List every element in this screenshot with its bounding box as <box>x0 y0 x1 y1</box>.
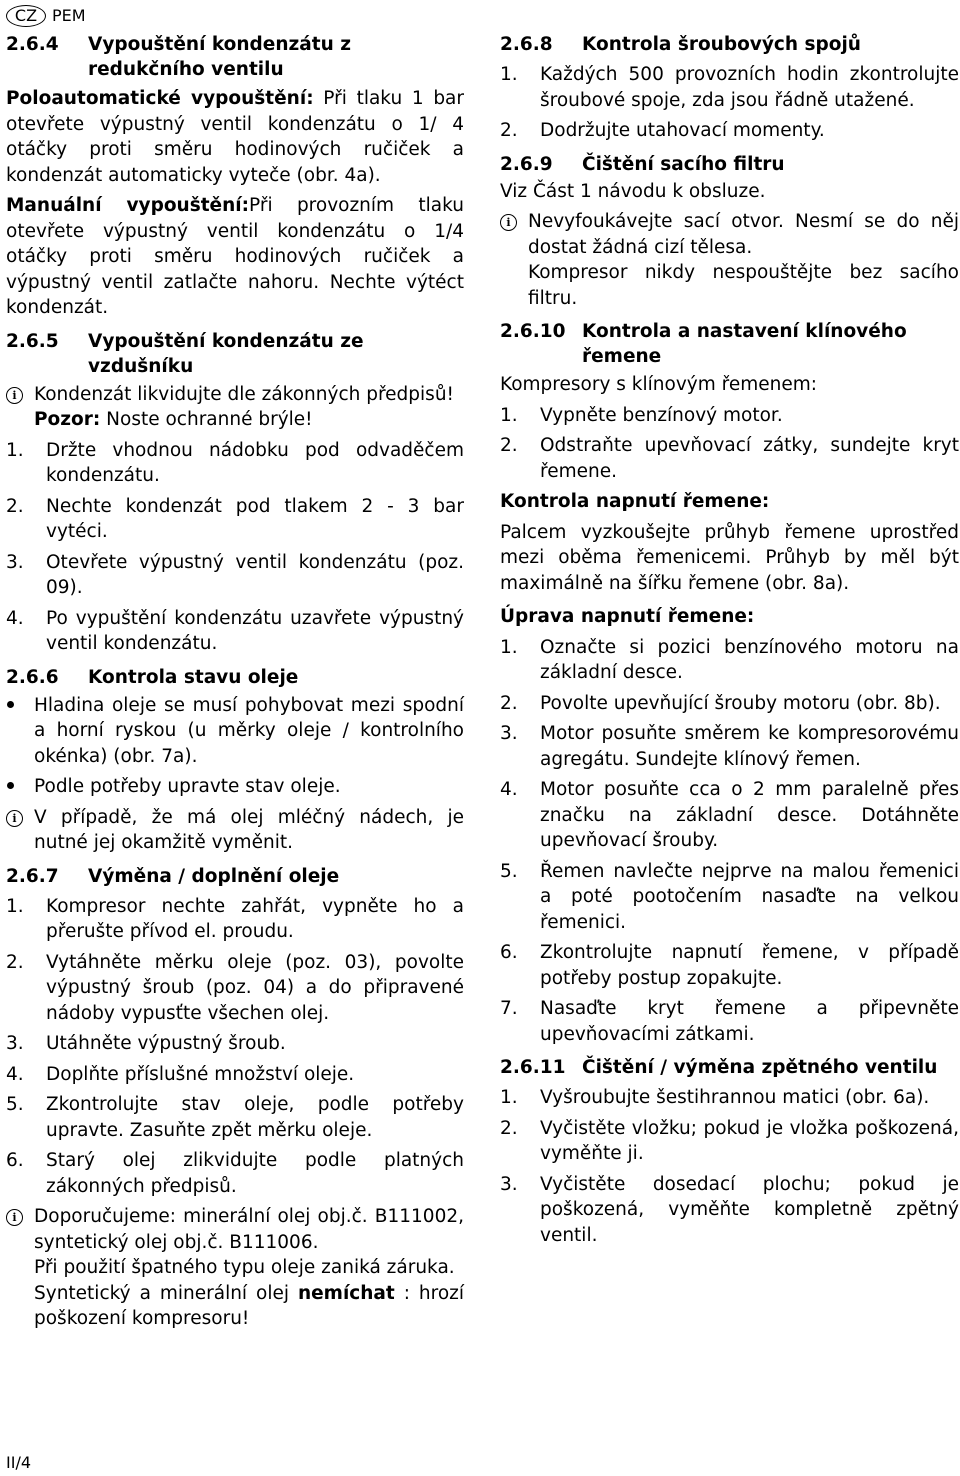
page-number: II/4 <box>6 1453 32 1472</box>
section-number: 2.6.10 <box>500 321 566 342</box>
list-item <box>6 1031 464 1057</box>
step-number: 3. <box>6 1033 24 1054</box>
section-heading-2-6-5 <box>6 329 464 379</box>
step-text: Označte si pozici benzínového motoru na základní desce. <box>540 636 959 683</box>
step-number: 5. <box>6 1094 24 1115</box>
info-text: Nevyfoukávejte sací otvor. Nesmí se do něj dostat žádná cizí tělesa. <box>528 211 959 258</box>
info-icon: i <box>6 810 23 827</box>
steps-list-2-6-8 <box>500 62 959 144</box>
step-number: 1. <box>6 439 24 461</box>
step-text: Dodržujte utahovací momenty. <box>540 120 825 141</box>
list-item <box>6 1062 464 1088</box>
section-heading-2-6-10 <box>500 319 959 369</box>
step-number: 5. <box>500 860 518 882</box>
step-number: 1. <box>6 895 24 917</box>
step-number: 4. <box>6 1063 24 1085</box>
section-heading-2-6-11 <box>500 1055 959 1080</box>
section-number: 2.6.9 <box>500 153 553 175</box>
section-title: Čištění sacího filtru <box>582 153 785 175</box>
step-text: Utáhněte výpustný šroub. <box>46 1033 286 1054</box>
section-number: 2.6.11 <box>500 1057 566 1078</box>
list-item <box>500 777 959 854</box>
step-text: Zkontrolujte napnutí řemene, v případě potřeby postup zopakujte. <box>540 942 959 989</box>
section-heading-2-6-4 <box>6 32 464 82</box>
belt-compressors-intro: Kompresory s klínovým řemenem: <box>500 374 817 395</box>
step-text: Odstraňte upevňovací zátky, sundejte kryt řemene. <box>540 435 959 482</box>
bullet-text: Hladina oleje se musí pohybovat mezi spodní a horní ryskou (u měrky oleje / kontrolního okénka) (obr. 7a). <box>34 694 464 767</box>
warning-text: Noste ochranné brýle! <box>100 409 313 430</box>
section-heading-2-6-8 <box>500 32 959 57</box>
section-number: 2.6.7 <box>6 865 59 887</box>
list-item <box>500 62 959 113</box>
oil-warranty-note: Při použití špatného typu oleje zaniká záruka. <box>34 1257 455 1278</box>
tension-check-label: Kontrola napnutí řemene: <box>500 491 770 512</box>
info-icon: i <box>6 1209 23 1226</box>
warning-note <box>6 407 464 433</box>
step-number: 3. <box>500 723 518 744</box>
tension-check-text: Palcem vyzkoušejte průhyb řemene uprostřed mezi oběma řemenicemi. Průhyb by měl být maximálně na šířku řemene (obr. 8a). <box>500 521 959 594</box>
info-text: Kompresor nikdy nespouštějte bez sacího filtru. <box>528 262 959 309</box>
left-column <box>6 32 464 1332</box>
info-note <box>500 209 959 311</box>
step-number: 2. <box>500 692 518 714</box>
oil-mixing-warning: Syntetický a minerální olej nemíchat : hrozí poškození kompresoru! <box>34 1282 464 1329</box>
step-number: 1. <box>500 636 518 658</box>
step-number: 2. <box>500 1117 518 1139</box>
list-item <box>6 550 464 601</box>
bullet-item <box>6 774 464 800</box>
step-number: 2. <box>500 435 518 456</box>
step-number: 1. <box>500 1087 518 1108</box>
list-item <box>500 859 959 936</box>
list-item <box>6 1092 464 1143</box>
step-number: 4. <box>6 607 24 629</box>
list-item <box>500 1085 959 1111</box>
info-note <box>6 382 464 408</box>
info-text: V případě, že má olej mléčný nádech, je nutné jej okamžitě vyměnit. <box>34 806 464 853</box>
step-number: 4. <box>500 779 518 800</box>
steps-list-2-6-5 <box>6 438 464 657</box>
semi-auto-paragraph <box>6 86 464 188</box>
steps-list-2-6-11 <box>500 1085 959 1248</box>
section-title: Výměna / doplnění oleje <box>88 865 340 887</box>
list-item <box>500 118 959 144</box>
info-note <box>6 805 464 856</box>
semi-auto-label: Poloautomatické vypouštění: <box>6 88 314 109</box>
manual-label: Manuální vypouštění: <box>6 195 250 216</box>
info-icon: i <box>500 214 517 231</box>
section-title: Kontrola a nastavení klínového řemene <box>582 321 907 367</box>
language-badge: CZ <box>6 5 46 27</box>
manual-paragraph <box>6 193 464 321</box>
list-item <box>500 403 959 429</box>
warning-label: Pozor: <box>34 409 101 430</box>
section-title: Vypouštění kondenzátu ze vzdušníku <box>88 330 364 377</box>
step-text: Kompresor nechte zahřát, vypněte ho a přerušte přívod el. proudu. <box>46 895 464 942</box>
list-item <box>500 1172 959 1249</box>
section-title: Kontrola šroubových spojů <box>582 34 861 55</box>
step-text: Povolte upevňující šrouby motoru (obr. 8b). <box>540 692 941 714</box>
bullet-text: Podle potřeby upravte stav oleje. <box>34 776 341 797</box>
step-text: Motor posuňte směrem ke kompresorovému agregátu. Sundejte klínový řemen. <box>540 723 959 770</box>
step-text: Každých 500 provozních hodin zkontrolujte šroubové spoje, zda jsou řádně utažené. <box>540 64 959 111</box>
section-heading-2-6-9 <box>500 152 959 177</box>
step-text: Starý olej zlikvidujte podle platných zákonných předpisů. <box>46 1150 464 1197</box>
section-heading-2-6-6 <box>6 665 464 690</box>
step-text: Držte vhodnou nádobku pod odvaděčem kondenzátu. <box>46 439 464 486</box>
section-title: Čištění / výměna zpětného ventilu <box>582 1057 938 1078</box>
step-text: Po vypuštění kondenzátu uzavřete výpustný ventil kondenzátu. <box>46 607 464 654</box>
step-text: Vyšroubujte šestihrannou matici (obr. 6a). <box>540 1087 930 1108</box>
list-item <box>500 635 959 686</box>
step-text: Doplňte příslušné množství oleje. <box>46 1063 355 1085</box>
info-note <box>6 1204 464 1332</box>
manual-text: Při provozním tlaku otevřete výpustný ventil kondenzátu o 1/4 otáčky proti směru hodinových ručiček a výpustný ventil zatlačte nahoru. Nechte výtéct kondenzát. <box>6 195 464 318</box>
step-number: 2. <box>6 951 24 973</box>
step-number: 6. <box>6 1150 24 1171</box>
list-item <box>500 433 959 484</box>
step-number: 1. <box>500 64 518 85</box>
right-column <box>500 32 959 1248</box>
step-text: Nasaďte kryt řemene a připevněte upevňovacími zátkami. <box>540 998 959 1045</box>
list-item <box>6 1148 464 1199</box>
list-item <box>500 691 959 717</box>
step-text: Vyčistěte vložku; pokud je vložka poškozená, vyměňte ji. <box>540 1117 959 1164</box>
step-text: Vytáhněte měrku oleje (poz. 03), povolte výpustný šroub (poz. 04) a do připravené nádoby vypusťte všechen olej. <box>46 951 464 1024</box>
bullet-item <box>6 693 464 770</box>
brand-label: PEM <box>52 6 86 26</box>
step-number: 2. <box>6 495 24 517</box>
list-item <box>6 438 464 489</box>
info-icon: i <box>6 387 23 404</box>
oil-recommendation: Doporučujeme: minerální olej obj.č. B111002, syntetický olej obj.č. B111006. <box>34 1206 464 1253</box>
list-item <box>500 996 959 1047</box>
steps-list-tension-adjust <box>500 635 959 1048</box>
section-number: 2.6.4 <box>6 34 59 55</box>
page-header <box>6 3 86 29</box>
section-heading-2-6-7 <box>6 864 464 889</box>
section-number: 2.6.8 <box>500 34 553 55</box>
section-title: Kontrola stavu oleje <box>88 666 299 688</box>
semi-auto-text: Při tlaku 1 bar otevřete výpustný ventil kondenzátu o 1/ 4 otáčky proti směru hodinových ručiček a kondenzát automaticky vyteče (obr. 4a). <box>6 88 465 186</box>
step-text: Otevřete výpustný ventil kondenzátu (poz. 09). <box>46 551 464 598</box>
list-item <box>6 494 464 545</box>
info-text: Kondenzát likvidujte dle zákonných předpisů! <box>34 383 454 405</box>
step-text: Nechte kondenzát pod tlakem 2 - 3 bar vytéci. <box>46 495 464 542</box>
list-item <box>6 950 464 1027</box>
step-text: Vypněte benzínový motor. <box>540 404 783 426</box>
step-number: 2. <box>500 120 518 141</box>
step-text: Řemen navlečte nejprve na malou řemenici a poté pootočením nasaďte na velkou řemenici. <box>540 860 959 933</box>
steps-list-2-6-7 <box>6 894 464 1200</box>
section-number: 2.6.5 <box>6 330 59 352</box>
step-number: 3. <box>500 1173 518 1195</box>
list-item <box>500 940 959 991</box>
step-number: 1. <box>500 404 518 426</box>
list-item <box>500 1116 959 1167</box>
steps-list-2-6-10 <box>500 403 959 485</box>
list-item <box>500 721 959 772</box>
step-text: Motor posuňte cca o 2 mm paralelně přes značku na základní desce. Dotáhněte upevňovací šrouby. <box>540 779 959 851</box>
step-number: 3. <box>6 551 24 573</box>
step-number: 6. <box>500 942 518 963</box>
step-number: 7. <box>500 998 518 1019</box>
list-item <box>6 894 464 945</box>
list-item <box>6 606 464 657</box>
section-title: Vypouštění kondenzátu z redukčního ventilu <box>88 34 351 80</box>
section-number: 2.6.6 <box>6 666 59 688</box>
manual-reference: Viz Část 1 návodu k obsluze. <box>500 180 766 202</box>
step-text: Zkontrolujte stav oleje, podle potřeby upravte. Zasuňte zpět měrku oleje. <box>46 1094 464 1141</box>
tension-adjust-label: Úprava napnutí řemene: <box>500 606 755 627</box>
step-text: Vyčistěte dosedací plochu; pokud je poškozená, vyměňte kompletně zpětný ventil. <box>540 1173 959 1246</box>
